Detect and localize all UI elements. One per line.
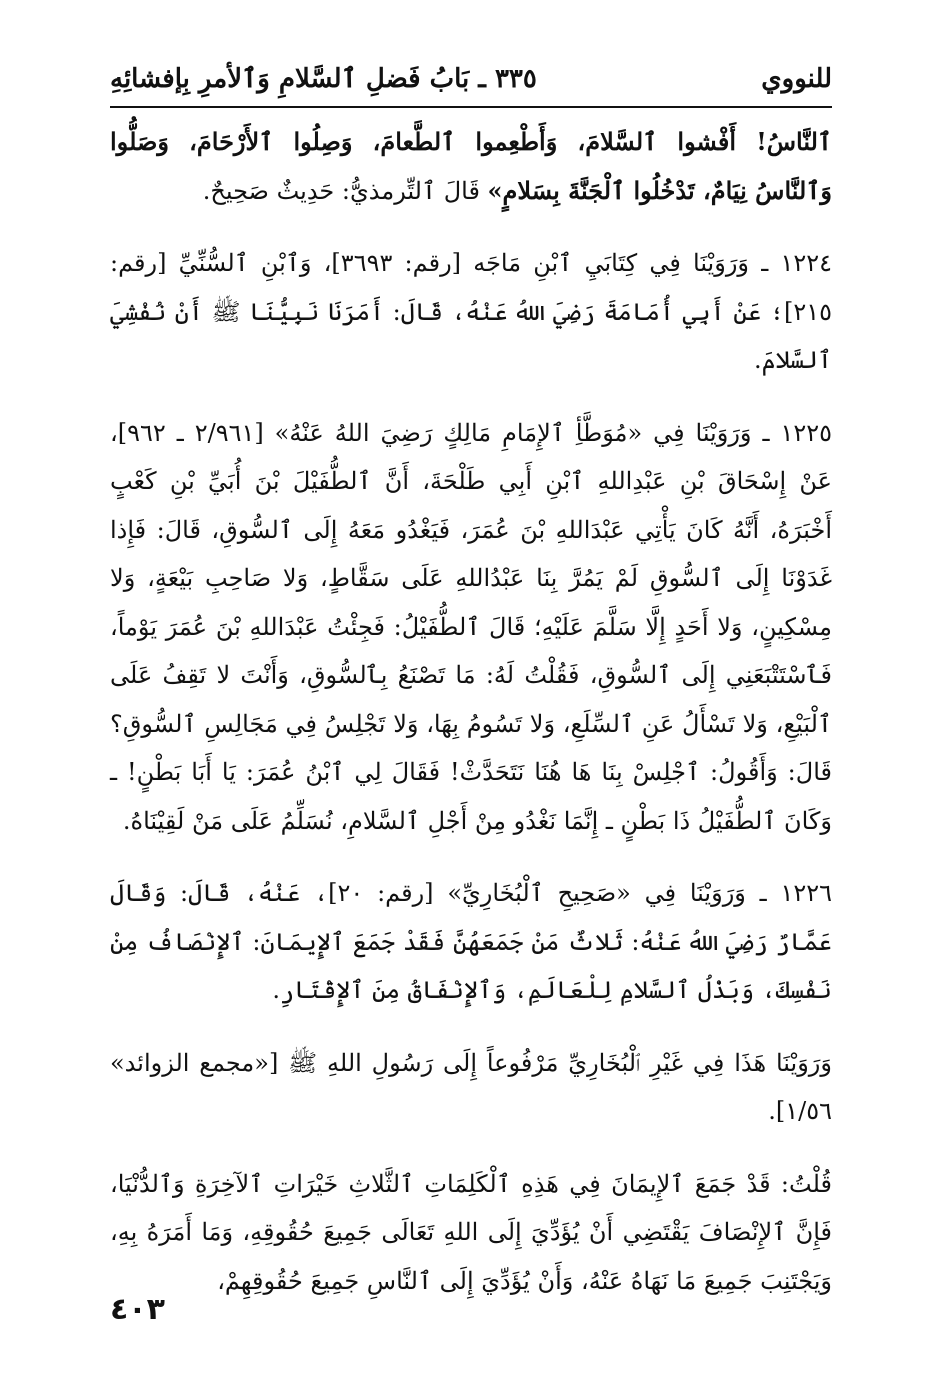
paragraph-hadith-ending — [110, 118, 832, 215]
paragraph-hadith-1225: ١٢٢٥ ـ وَرَوَيْنَا فِي «مُوَطَّأِ ٱلإِمَامِ مَالِكٍ رَضِيَ اللهُ عَنْهُ» [٢/٩٦١ ـ ٩٦٢]، عَنْ إِسْحَاقَ بْنِ عَبْدِاللهِ ٱبْنِ أَبِي طَلْحَةَ، أَنَّ ٱلطُّفَيْلَ بْنَ أُبَيِّ بْنِ كَعْبٍ أَخْبَرَهُ، أَنَّهُ كَانَ يَأْتِي عَبْدَاللهِ بْنَ عُمَرَ، فَيَغْدُو مَعَهُ إِلَى ٱلسُّوقِ، قَالَ: فَإِذا غَدَوْنَا إِلَى ٱلسُّوقِ لَمْ يَمُرَّ بِنَا عَبْدُاللهِ عَلَى سَقَّاطٍ، وَلا صَاحِبِ بَيْعَةٍ، وَلا مِسْكِينٍ، وَلا أَحَدٍ إِلَّا سَلَّمَ عَلَيْهِ؛ قَالَ ٱلطُّفَيْلُ: فَجِئْتُ عَبْدَاللهِ بْنَ عُمَرَ يَوْماً، فَٱسْتَتْبَعَنِي إِلَى ٱلسُّوقِ، فَقُلْتُ لَهُ: مَا تَصْنَعُ بِٱلسُّوقِ، وَأَنْتَ لا تَقِفُ عَلَى ٱلْبَيْعِ، وَلا تَسْأَلُ عَنِ ٱلسِّلَعِ، وَلا تَسُومُ بِهَا، وَلا تَجْلِسُ فِي مَجَالِسِ ٱلسُّوقِ؟ قَالَ: وَأَقُولُ: ٱجْلِسْ بِنَا هَا هُنَا نَتَحَدَّثْ! فَقَالَ لِي ٱبْنُ عُمَرَ: يَا أَبَا بَطْنٍ! ـ وَكَانَ ٱلطُّفَيْلُ ذَا بَطْنٍ ـ إِنَّمَا نَغْدُو مِنْ أَجْلِ ٱلسَّلامِ، نُسَلِّمُ عَلَى مَنْ لَقِيْنَاهُ. — [110, 418, 832, 835]
paragraph-marfu-note: وَرَوَيْنَا هَذَا فِي غَيْرِ ٱلْبُخَارِيِّ مَرْفُوعاً إِلَى رَسُولِ اللهِ ﷺ [«مجمع الزوائد» ١/٥٦]. — [110, 1048, 832, 1125]
paragraph-hadith-1224: ١٢٢٤ ـ وَرَوَيْنَا فِي كِتَابَيِ ٱبْنِ مَاجَه [رقم: ٣٦٩٣]، وَٱبْنِ ٱلسُّنِّيِّ [رقم: ٢١٥]؛ عَنْ أَبِي أُمَامَةَ رَضِيَ اللهُ عَنْهُ، قَالَ: أَمَرَنَا نَبِيُّنَا ﷺ أَنْ نُفْشِيَ ٱلسَّلامَ. — [110, 249, 832, 374]
page-body — [110, 118, 832, 1305]
paragraph-hadith-1226: ١٢٢٦ ـ وَرَوَيْنَا فِي «صَحِيحِ ٱلْبُخَارِيِّ» [رقم: ٢٠]، عَنْهُ، قَالَ: وَقَالَ عَمَّارٌ رَضِيَ اللهُ عَنْهُ: ثَلاثٌ مَنْ جَمَعَهُنَّ فَقَدْ جَمَعَ ٱلإِيمَانَ: ٱلإِنْصَافُ مِنْ نَفْسِكَ، وَبَذْلُ ٱلسَّلامِ لِلْعَالَمِ، وَٱلإِنْفَاقُ مِنَ ٱلإِقْتَارِ. — [110, 879, 833, 1004]
header-chapter-title: ٣٣٥ ـ بَابُ فَضلِ ٱلسَّلامِ وَٱلأمرِ بِإفشائِهِ — [110, 64, 537, 94]
hadith-quote-bold: ٱلنَّاسُ! أَفْشوا ٱلسَّلامَ، وَأَطْعِموا ٱلطَّعامَ، وَصِلُوا ٱلأَرْحَامَ، وَصَلُّوا وَٱلنَّاسُ نِيَامٌ، تَدْخُلُوا ٱلْجَنَّةَ بِسَلامٍ» — [110, 127, 832, 205]
page-number: ٤٠٣ — [110, 1292, 165, 1327]
hadith-grading: قَالَ ٱلتِّرمذيُّ: حَدِيثٌ صَحِيحٌ. — [202, 176, 488, 205]
running-header — [110, 58, 832, 108]
header-book-title: للنووي — [761, 64, 832, 94]
paragraph-commentary: قُلْتُ: قَدْ جَمَعَ ٱلإِيمَانَ فِي هَذِهِ ٱلْكَلِمَاتِ ٱلثَّلاثِ خَيْرَاتِ ٱلآخِرَةِ وَٱلدُّنْيَا، فَإِنَّ ٱلإِنْصَافَ يَقْتَضِي أَنْ يُؤَدِّيَ إِلَى اللهِ تَعَالَى جَمِيعَ حُقُوقِهِ، وَمَا أَمَرَهُ بِهِ، وَيَجْتَنِبَ جَمِيعَ مَا نَهَاهُ عَنْهُ، وَأَنْ يُؤَدِّيَ إِلَى ٱلنَّاسِ جَمِيعَ حُقُوقِهِمْ، — [110, 1169, 832, 1295]
